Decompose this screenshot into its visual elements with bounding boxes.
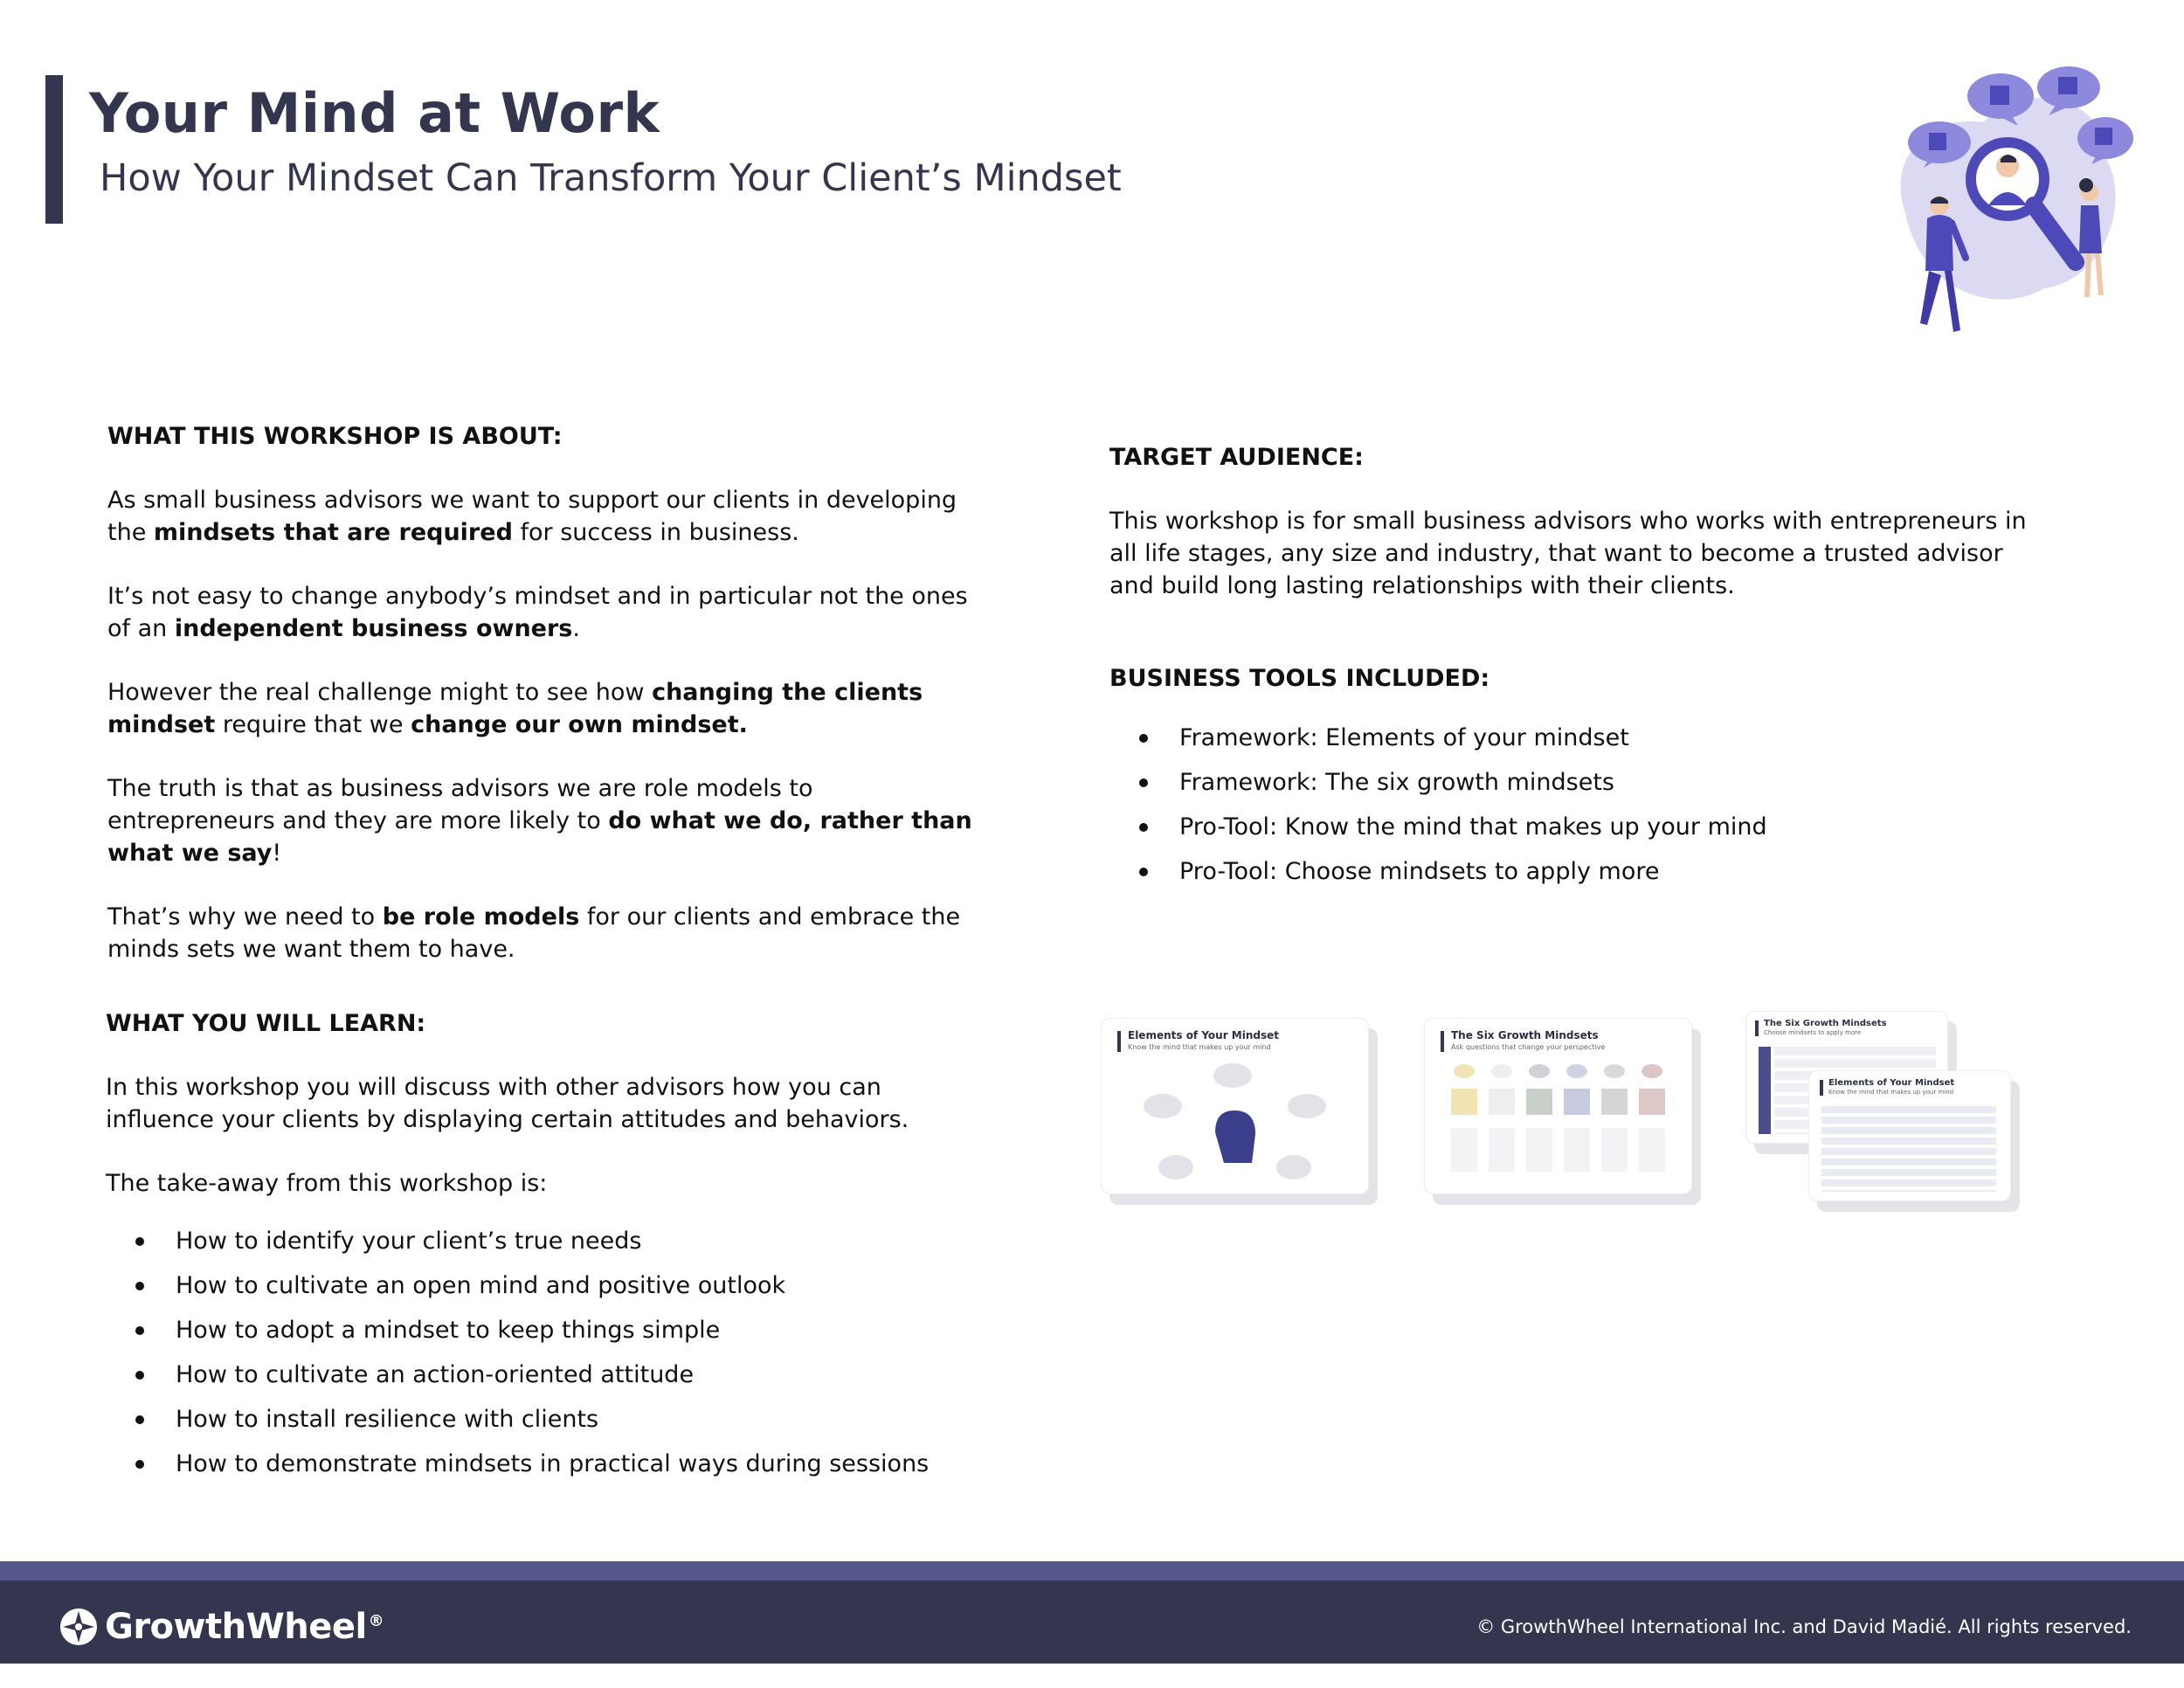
workshop-about-section	[107, 421, 981, 965]
audience-text: This workshop is for small business advisors who works with entrepreneurs in all life stages, any size and industry, that want to become a trusted advisor and build long lasting relationships with their clients.	[1109, 508, 2027, 599]
list-item: Pro-Tool: Choose mindsets to apply more	[1109, 849, 2027, 894]
title-accent-bar	[45, 75, 63, 224]
learn-heading: WHAT YOU WILL LEARN:	[106, 1010, 426, 1037]
list-item: Pro-Tool: Know the mind that makes up your mind	[1109, 805, 2027, 849]
growthwheel-wheel-icon	[59, 1608, 98, 1646]
about-paragraph-1: As small business advisors we want to support our clients in developing the mindsets that are required for success in business.	[107, 487, 957, 546]
thumbnail-know-the-mind: Elements of Your Mindset Know the mind that makes up your mind	[1808, 1070, 2011, 1201]
about-paragraph-5: That’s why we need to be role models for our clients and embrace the minds sets we want them to have.	[107, 903, 961, 963]
tool-thumbnails	[1101, 1018, 2018, 1219]
list-item: Framework: Elements of your mindset	[1109, 716, 2027, 760]
list-item: How to cultivate an open mind and positive outlook	[106, 1263, 979, 1308]
about-paragraph-4: The truth is that as business advisors we are role models to entrepreneurs and they are more likely to do what we do, rather than what we say!	[107, 775, 972, 867]
copyright-notice: © GrowthWheel International Inc. and David Madié. All rights reserved.	[1476, 1616, 2132, 1637]
thumbnail-six-growth-mindsets: The Six Growth Mindsets Ask questions that change your perspective	[1424, 1018, 1692, 1194]
list-item: How to cultivate an action-oriented attitude	[106, 1352, 979, 1397]
learn-paragraph-1: In this workshop you will discuss with other advisors how you can influence your clients by displaying certain attitudes and behaviors.	[106, 1074, 909, 1133]
workshop-learn-section	[106, 1008, 979, 1486]
tools-heading: BUSINESS TOOLS INCLUDED:	[1109, 665, 1490, 692]
page-subtitle: How Your Mindset Can Transform Your Client’s Mindset	[100, 156, 1122, 200]
page-title: Your Mind at Work	[89, 81, 660, 145]
list-item: How to install resilience with clients	[106, 1397, 979, 1442]
tools-list	[1109, 716, 2027, 894]
growthwheel-logo	[59, 1607, 384, 1647]
about-paragraph-2: It’s not easy to change anybody’s mindset and in particular not the ones of an independent business owners.	[107, 583, 968, 642]
list-item: How to identify your client’s true needs	[106, 1219, 979, 1263]
list-item: Framework: The six growth mindsets	[1109, 760, 2027, 805]
about-paragraph-3: However the real challenge might to see how changing the clients mindset require that we change our own mindset.	[107, 679, 923, 738]
mindset-diagram-icon	[1102, 1054, 1368, 1193]
workshop-audience-section	[1109, 442, 2027, 894]
six-mindsets-grid-icon	[1425, 1054, 1691, 1193]
learn-list	[106, 1219, 979, 1486]
list-item: How to demonstrate mindsets in practical ways during sessions	[106, 1442, 979, 1486]
thumbnail-choose-mindsets: The Six Growth Mindsets Choose mindsets to apply more	[1745, 1011, 1948, 1144]
brand-name: GrowthWheel ®	[105, 1607, 384, 1647]
learn-paragraph-2: The take-away from this workshop is:	[106, 1170, 548, 1197]
thumbnail-elements-of-mindset: Elements of Your Mindset Know the mind that makes up your mind	[1101, 1018, 1369, 1194]
about-heading: WHAT THIS WORKSHOP IS ABOUT:	[107, 423, 563, 450]
list-item: How to adopt a mindset to keep things simple	[106, 1308, 979, 1352]
footer-stripe	[0, 1561, 2184, 1581]
footer	[0, 1581, 2184, 1664]
magnifier-people-illustration	[1870, 61, 2149, 349]
audience-heading: TARGET AUDIENCE:	[1109, 444, 1364, 471]
